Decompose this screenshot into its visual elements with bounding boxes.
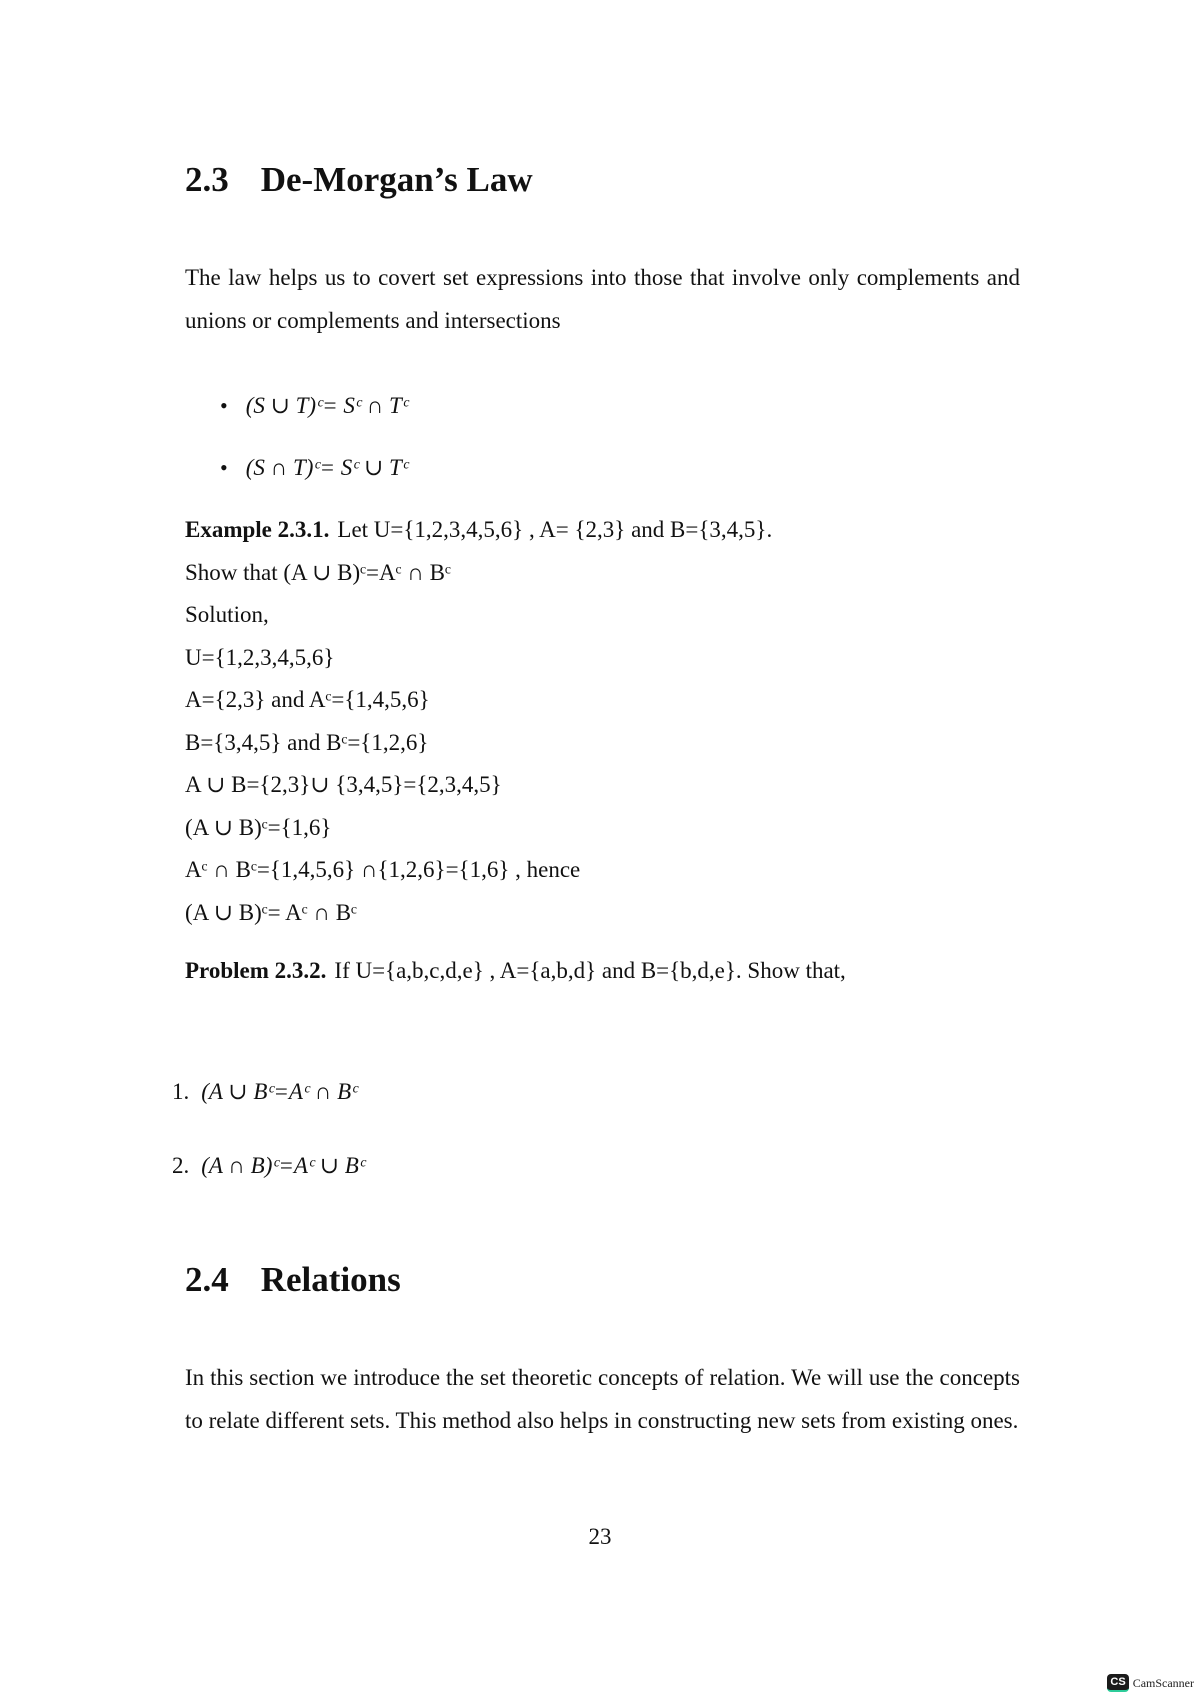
list-item [172, 1149, 365, 1183]
section-number: 2.4 [185, 1260, 229, 1299]
watermark-text: CamScanner [1132, 1675, 1194, 1690]
example-text: Let U={1,2,3,4,5,6} , A= {2,3} and B={3,4,5}. [337, 517, 773, 543]
section-heading-2-4 [185, 1260, 401, 1300]
example-label: Example 2.3.1. [185, 517, 330, 543]
list-number: 1. [172, 1079, 190, 1104]
example-line: (A ∪ B)ᶜ={1,6} [185, 814, 332, 840]
section-title: De-Morgan’s Law [260, 160, 533, 199]
problem-list-2 [172, 1149, 365, 1183]
example-line: A={2,3} and Aᶜ={1,4,5,6} [185, 687, 430, 713]
example-line [185, 509, 772, 552]
example-line: Aᶜ ∩ Bᶜ={1,4,5,6} ∩{1,2,6}={1,6} , hence [185, 857, 581, 883]
section-intro-paragraph: In this section we introduce the set theoretic concepts of relation. We will use the concepts to relate different sets. This method also helps in constructing new sets from existing ones. [185, 1365, 1020, 1433]
example-line: Solution, [185, 602, 269, 628]
problem-statement [185, 958, 846, 984]
section-number: 2.3 [185, 160, 229, 199]
section-heading-2-3 [185, 160, 533, 200]
example-line: B={3,4,5} and Bᶜ={1,2,6} [185, 729, 429, 755]
example-block [185, 509, 772, 934]
problem-list [172, 1075, 357, 1109]
camscanner-logo-icon: CS [1107, 1674, 1128, 1692]
section-intro-paragraph: The law helps us to covert set expressions into those that involve only complements and unions or complements and intersections [185, 265, 1020, 333]
list-item [220, 437, 408, 499]
problem-text: If U={a,b,c,d,e} , A={a,b,d} and B={b,d,e}. Show that, [334, 958, 846, 983]
list-item [172, 1075, 357, 1109]
law-bullet-list [220, 375, 408, 499]
problem-formula: (A ∪ Bᶜ=Aᶜ ∩ Bᶜ [201, 1079, 358, 1104]
section-title: Relations [260, 1260, 401, 1299]
law-formula: (S ∪ T)ᶜ= Sᶜ ∩ Tᶜ [245, 393, 408, 418]
example-line: Show that (A ∪ B)ᶜ=Aᶜ ∩ Bᶜ [185, 559, 451, 585]
page-number: 23 [588, 1524, 612, 1549]
example-line: A ∪ B={2,3}∪ {3,4,5}={2,3,4,5} [185, 772, 502, 798]
camscanner-watermark [1107, 1674, 1194, 1692]
bullet-icon: • [220, 455, 228, 480]
example-line: (A ∪ B)ᶜ= Aᶜ ∩ Bᶜ [185, 899, 357, 925]
list-item [220, 375, 408, 437]
list-number: 2. [172, 1153, 190, 1178]
problem-formula: (A ∩ B)ᶜ=Aᶜ ∪ Bᶜ [201, 1153, 365, 1178]
bullet-icon: • [220, 393, 228, 418]
problem-label: Problem 2.3.2. [185, 958, 327, 983]
law-formula: (S ∩ T)ᶜ= Sᶜ ∪ Tᶜ [245, 455, 408, 480]
example-line: U={1,2,3,4,5,6} [185, 644, 335, 670]
